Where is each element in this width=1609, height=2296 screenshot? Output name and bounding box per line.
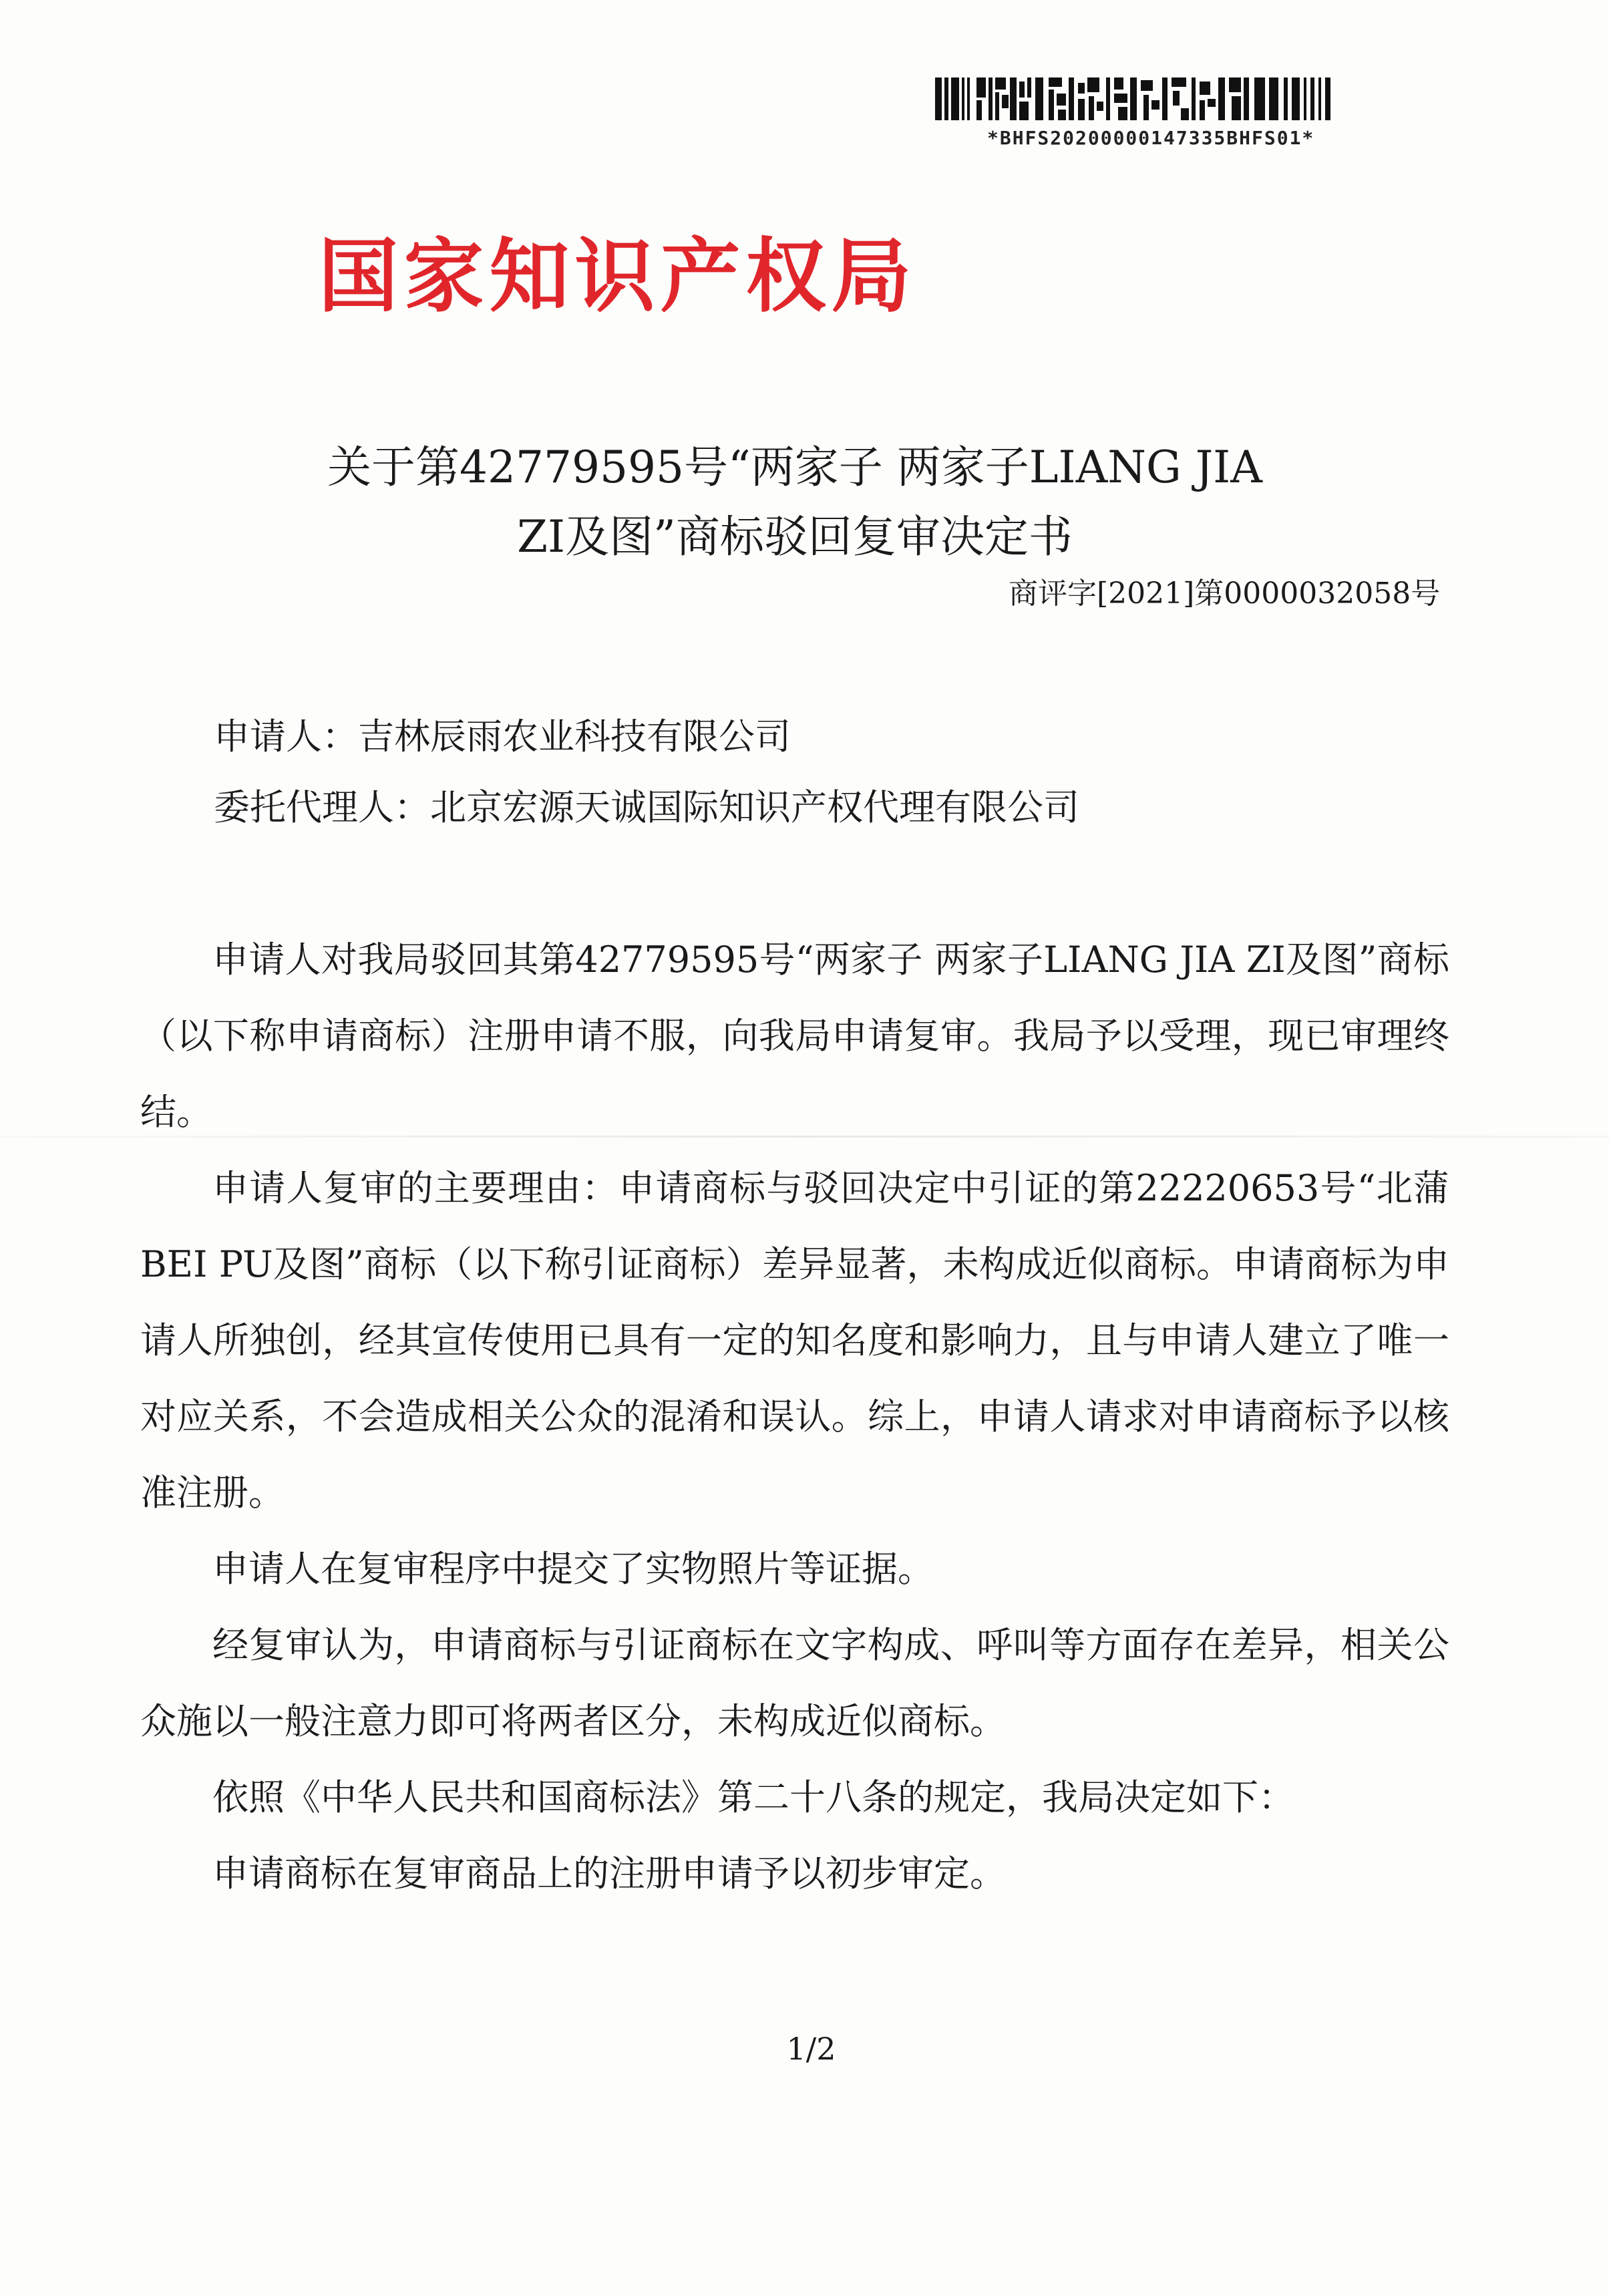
body-paragraph: 经复审认为，申请商标与引证商标在文字构成、呼叫等方面存在差异，相关公众施以一般注意力即可将两者区分，未构成近似商标。 — [140, 1624, 1449, 1742]
body-paragraph: 申请人对我局驳回其第42779595号“两家子 两家子LIANG JIA ZI及图”商标（以下称申请商标）注册申请不服，向我局申请复审。我局予以受理，现已审理终结。 — [140, 939, 1449, 1133]
barcode-number: *BHFS20200000147335BHFS01* — [987, 127, 1315, 149]
document-title-line2: ZI及图”商标驳回复审决定书 — [517, 511, 1073, 562]
reference-number: 商评字[2021]第0000032058号 — [1009, 577, 1441, 611]
page-number: 1/2 — [786, 2031, 836, 2067]
body-paragraph: 依照《中华人民共和国商标法》第二十八条的规定，我局决定如下： — [212, 1776, 1294, 1818]
document-title — [287, 433, 1302, 572]
barcode-graphic — [935, 75, 1349, 123]
applicant-name: 吉林辰雨农业科技有限公司 — [358, 715, 791, 758]
body-paragraph: 申请人复审的主要理由：申请商标与驳回决定中引证的第22220653号“北蒲BEI PU及图”商标（以下称引证商标）差异显著，未构成近似商标。申请商标为申请人所独创，经其宣传使用已具有一定的知名度和影响力，且与申请人建立了唯一对应关系，不会造成相关公众的混淆和误认。综上，申请人请求对申请商标予以核准注册。 — [140, 1167, 1449, 1514]
body-paragraph: 申请人在复审程序中提交了实物照片等证据。 — [212, 1548, 934, 1590]
agent-name: 北京宏源天诚国际知识产权代理有限公司 — [430, 786, 1079, 828]
agency-name: 国家知识产权局 — [318, 230, 917, 323]
applicant-label: 申请人： — [214, 715, 358, 758]
applicant-line — [214, 708, 791, 760]
agent-line — [214, 779, 1079, 830]
barcode-block — [935, 75, 1363, 155]
body-paragraph: 申请商标在复审商品上的注册申请予以初步审定。 — [212, 1852, 1006, 1895]
agent-label: 委托代理人： — [214, 786, 430, 828]
document-title-line1: 关于第42779595号“两家子 两家子LIANG JIA — [327, 442, 1262, 493]
decision-body — [140, 922, 1449, 1912]
